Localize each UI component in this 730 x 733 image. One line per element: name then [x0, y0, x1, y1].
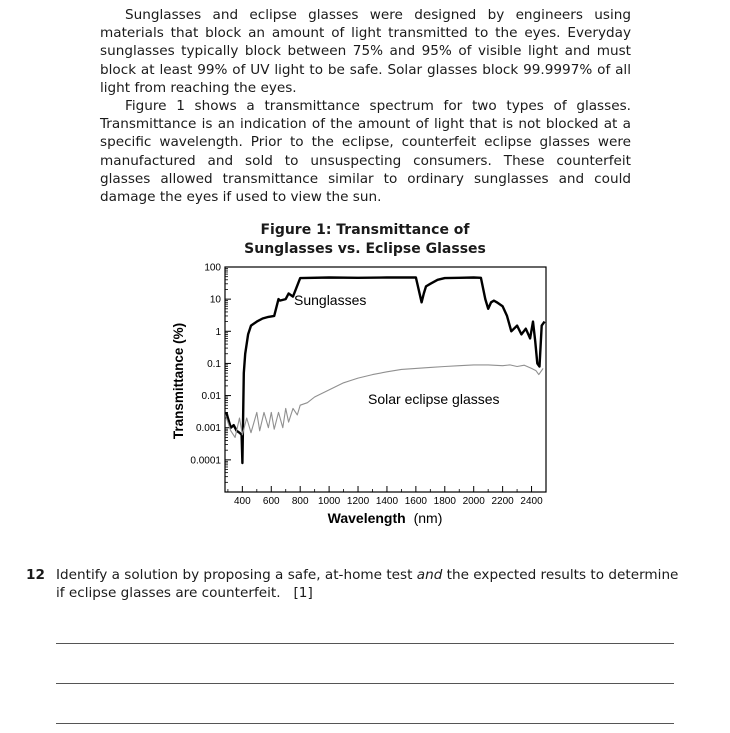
question-marks: [1] — [293, 585, 313, 601]
y-tick-label: 0.1 — [207, 358, 221, 370]
x-tick-label: 600 — [262, 496, 280, 507]
question-text-after: the expected results to determine if eclipse glasses are counterfeit. — [56, 567, 679, 601]
x-tick-label: 2000 — [462, 496, 485, 507]
x-axis-label — [328, 510, 443, 526]
x-tick-label: 1600 — [404, 496, 427, 507]
x-tick-label: 1000 — [317, 496, 341, 507]
passage-paragraph-2: Figure 1 shows a transmittance spectrum for two types of glasses. Transmittance is an indication of the amount of light that is not blocked at a specific wavelength. Prior to the eclipse, counterfeit eclipse glasses were manufactured and sold to unsuspecting consumers. These counterfeit glasses allowed transmittance similar to ordinary sunglasses and could damage the eyes if used to view the sun. — [100, 98, 631, 206]
question-text-emphasis: and — [416, 567, 443, 583]
series-label-solar-eclipse-glasses: Solar eclipse glasses — [368, 391, 500, 407]
plot-frame — [225, 267, 546, 492]
x-tick-label: 2400 — [520, 496, 543, 507]
passage-paragraph-1: Sunglasses and eclipse glasses were designed by engineers using materials that block an amount of light transmitted to the eyes. Everyday sunglasses typically block between 75% and 95% of visible light and must block at least 99% of UV light to be safe. Solar glasses block 99.9997% of all light from reaching the eyes. — [100, 7, 631, 96]
x-tick-label: 1200 — [346, 496, 370, 507]
x-tick-label: 1800 — [433, 496, 456, 507]
y-tick-label: 1 — [215, 326, 221, 338]
series-line-sunglasses — [226, 278, 544, 464]
question-text — [56, 566, 686, 602]
y-tick-label: 0.01 — [201, 391, 221, 403]
chart-series — [226, 278, 544, 464]
y-tick-label: 0.001 — [195, 423, 221, 435]
question-text-before: Identify a solution by proposing a safe, at-home test — [56, 567, 417, 583]
x-tick-label: 800 — [291, 496, 309, 507]
x-axis-label-unit: (nm) — [413, 510, 443, 526]
y-tick-label: 0.0001 — [190, 455, 221, 467]
y-tick-label: 100 — [204, 262, 221, 274]
question-number: 12 — [26, 567, 45, 583]
x-tick-label: 2200 — [491, 496, 514, 507]
y-axis-label: Transmittance (%) — [171, 322, 186, 440]
y-tick-label: 10 — [209, 294, 221, 306]
x-tick-label: 1400 — [375, 496, 399, 507]
x-tick-label: 400 — [234, 496, 251, 507]
x-axis-label-main: Wavelength — [327, 510, 406, 526]
figure-title-line-1: Figure 1: Transmittance of — [260, 222, 470, 238]
answer-line-2[interactable] — [56, 683, 674, 684]
answer-line-1[interactable] — [56, 643, 674, 644]
figure-title-line-2: Sunglasses vs. Eclipse Glasses — [244, 241, 486, 257]
answer-line-3[interactable] — [56, 723, 674, 724]
series-label-sunglasses: Sunglasses — [294, 292, 367, 308]
